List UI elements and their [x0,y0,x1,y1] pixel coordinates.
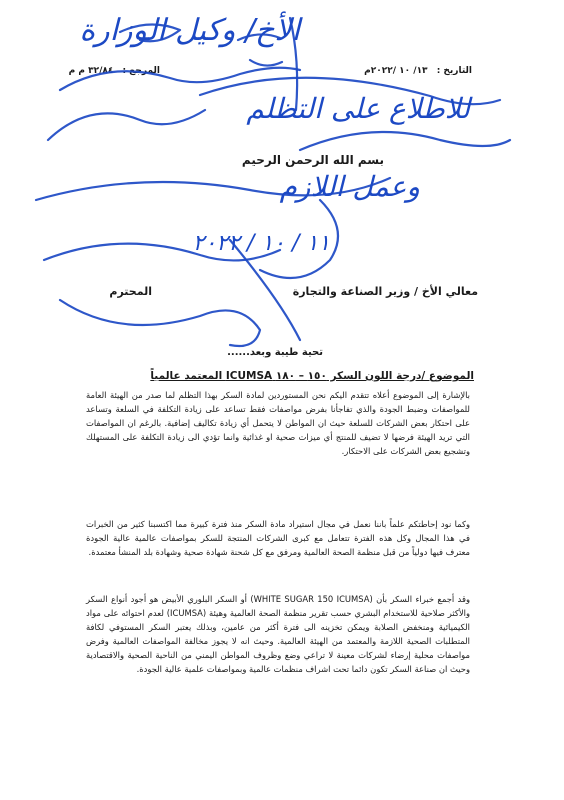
greeting: تحية طيبة وبعد...... [227,347,323,358]
handwritten-line-2: للاطلاع على التظلم [246,92,470,125]
body-paragraph-1: بالإشارة إلى الموضوع أعلاه تتقدم اليكم نحن المستوردين لمادة السكر بهذا التظلم لما صدر من الهيئة العامة للمواصفات وضبط الجودة والذي تفاجأنا بفرض مواصفات فقط تساعد على زيادة التكلفة في السلعة وتساعد على احتكار بعض الشركات للسلعة حيث ان المواطن لا يتحمل أي زيادة تكاليف إضافية. بالرغم ان المواصفات التي تريد الهيئة فرضها لا تضيف للمنتج أي ميزات صحية او غذائية وانما تؤدي الى زيادة التكلفة على المستهلك وتشجيع بعض الشركات على الاحتكار. [86,390,470,456]
handwritten-line-1: الأخ/ وكيل الوزارة [79,13,300,48]
body-paragraph-2: وكما نود إحاطتكم علماً باننا نعمل في مجال استيراد مادة السكر منذ فترة كبيرة مما اكتسبنا كثير من الخبرات في هذا المجال وكل هذه الفترة تتعامل مع كبرى الشركات المنتجة للسكر بمواصفات عالمية عالية الجودة معترف فيها دولياً من قبل منظمة الصحة العالمية ومرفق مع كل شحنة شهادة صحية وشهادة بلد المنشأ معتمدة. [86,519,470,557]
handwritten-date: ١١ / ١٠ / ٢٠٢٢ [192,231,330,256]
date-value: ١٣/ ١٠ /٢٠٢٢م [364,66,428,76]
subject-line: الموضوع /درجة اللون السكر ١٥٠ – ١٨٠ ICUMSA المعتمد عالمياً [150,370,474,382]
reference-line [69,66,160,76]
honorific: المحترم [109,285,152,298]
date-label: التاريخ : [436,66,472,76]
reference-value: ٣٢/٨٤ م م [68,66,114,76]
reference-label: المرجع : [122,66,160,76]
body-paragraph-3: وقد أجمع خبراء السكر بأن (WHITE SUGAR 150 ICUMSA) أو السكر البلوري الأبيض هو أجود أنواع السكر والأكثر صلاحية للاستخدام البشري حسب تقرير منظمة الصحة العالمية وهيئة (ICUMSA) لعدم احتوائه على مواد الكيميائية ومنخفض الصلابة ويمكن تخزينه الى فترة أكثر من عامين، وبذلك يعتبر السكر المستوفي لكافة المتطلبات الصحية اللازمة والمعتمد من الهيئة العالمية. وحيث انه لا يجوز مخالفة المواصفات العالمية وفرض مواصفات محلية إرضاء لشركات معينة لا تراعي وضع وظروف المواطن اليمني من الناحية الصحية والاقتصادية وحيث ان صناعة السكر تكون دائما تحت اشراف منظمات عالمية وبمواصفات علمية عالية الجودة. [86,594,471,674]
date-line [364,66,472,76]
handwritten-line-3: وعمل اللازم [279,170,420,203]
addressee: معالي الأخ / وزير الصناعة والتجارة [292,285,478,298]
basmala: بسم الله الرحمن الرحيم [241,153,384,167]
